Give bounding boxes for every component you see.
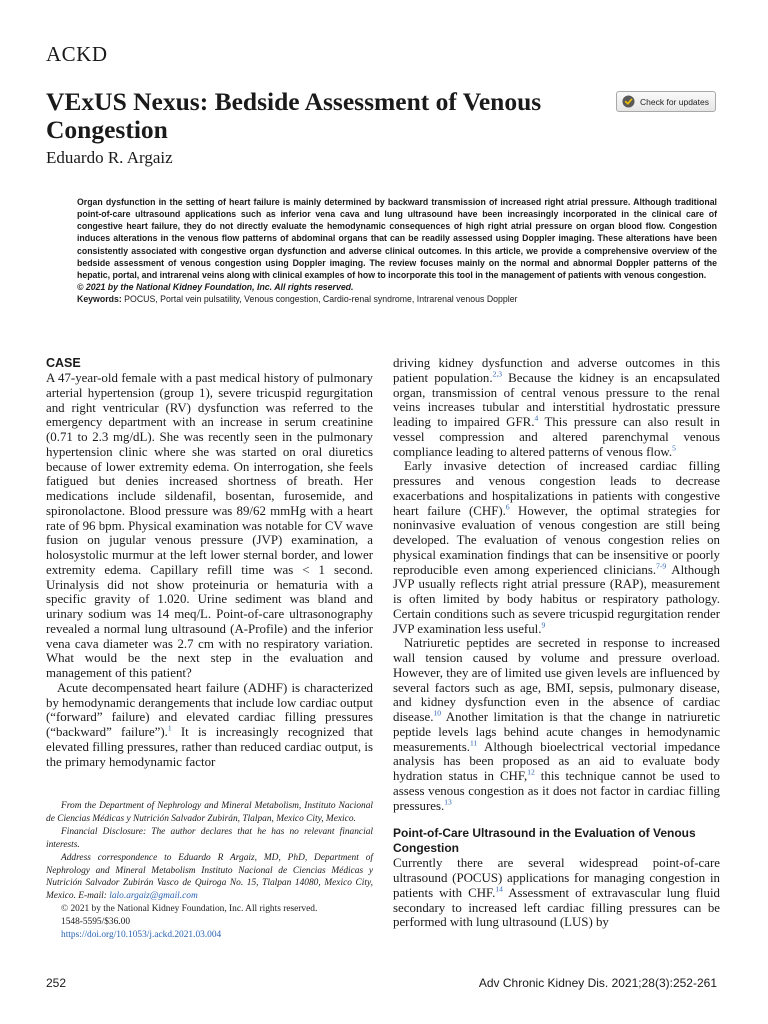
- section-heading-case: CASE: [46, 356, 81, 370]
- text-run: Currently there are several widespread point-of-care ultrasound (POCUS) applications for managing congestion in patients with CHF.: [393, 856, 720, 900]
- journal-name: ACKD: [46, 42, 108, 66]
- text-run: However, the optimal strategies for noninvasive evaluation of venous congestion are still being developed. The evaluation of venous congestion relies on physical examination findings that can be insensitive or poorly reproducible even among experienced clinicians.: [393, 503, 720, 577]
- text-run: It is increasingly recognized that elevated filling pressures, rather than reduced cardiac output, is the primary hemodynamic factor: [46, 725, 373, 769]
- text-run: Acute decompensated heart failure (ADHF) is characterized by hemodynamic derangements that include low cardiac output (“forward” failure) and elevated cardiac filling pressures (“backward” failure”).: [46, 680, 373, 739]
- abstract: [77, 196, 717, 305]
- right-column: [393, 356, 720, 930]
- reference-link[interactable]: 12: [527, 767, 535, 777]
- abstract-body: Organ dysfunction in the setting of heart failure is mainly determined by backward transmission of increased right atrial pressure. Although traditional point-of-care ultrasound applications such as inferior vena cava and lung ultrasound have been increasingly incorporated in the clinical care of congestive heart failure, they do not directly evaluate the hemodynamic consequences of high right atrial pressure on organ blood flow. Congestion induces alterations in the venous flow patterns of abdominal organs that can be readily assessed using Doppler imaging. These alterations have been consistently associated with congestive organ dysfunction and adverse clinical outcomes. In this article, we provide a comprehensive overview of the bedside assessment of venous congestion using Doppler imaging. The review focuses mainly on the normal and abnormal Doppler patterns of the hepatic, portal, and intrarenal veins along with clinical examples of how to incorporate this tool in the management of patients with venous congestion.: [77, 197, 717, 280]
- text-run: This pressure can also result in vessel compression and altered parenchymal venous compliance leading to altered patterns of venous flow.: [393, 415, 720, 459]
- text-run: Assessment of extravascular lung fluid secondary to increased left cardiac filling pressures can be performed with lung ultrasound (LUS) by: [393, 885, 720, 930]
- check-for-updates-label: Check for updates: [640, 96, 709, 107]
- reference-link[interactable]: 13: [444, 797, 452, 807]
- reference-link[interactable]: 5: [672, 443, 676, 453]
- keywords-list: POCUS, Portal vein pulsatility, Venous congestion, Cardio-renal syndrome, Intrarenal venous Doppler: [124, 294, 518, 305]
- body-paragraph-natriuretic: [393, 636, 720, 813]
- text-run: Because the kidney is an encapsulated organ, transmission of central venous pressure to the renal veins increases tubular and interstitial hydrostatic pressure leading to impaired GFR.: [393, 370, 720, 429]
- correspondence-text: Address correspondence to Eduardo R Argaiz, MD, PhD, Department of Nephrology and Mineral Metabolism Instituto Nacional de Ciencias Médicas y Nutrición Salvador Zubirán Vasco de Quiroga No. 15, Tlalpan 14080, Mexico City, Mexico. E-mail:: [46, 852, 373, 902]
- author-name: Eduardo R. Argaiz: [46, 148, 173, 167]
- footnotes: [46, 800, 373, 942]
- issn: 1548-5595/$36.00: [61, 917, 131, 928]
- body-paragraph-pocus: [393, 856, 720, 930]
- body-paragraph-detection: [393, 459, 720, 636]
- text-run: this technique cannot be used to assess venous congestion as it does not factor in cardiac filling pressures.: [393, 769, 720, 813]
- footnote-copyright: © 2021 by the National Kidney Foundation, Inc. All rights reserved.: [61, 904, 318, 915]
- keywords-line: [77, 293, 717, 305]
- reference-link[interactable]: 7-9: [656, 561, 667, 571]
- crossmark-icon: [622, 95, 635, 108]
- doi-link[interactable]: https://doi.org/10.1053/j.ackd.2021.03.004: [61, 930, 222, 941]
- correspondence-note: [46, 852, 373, 904]
- text-run: Early invasive detection of increased cardiac filling pressures and venous congestion leads to decrease exacerbations and hospitalizations in patients with congestive heart failure (CHF).: [393, 459, 720, 518]
- abstract-copyright: © 2021 by the National Kidney Foundation, Inc. All rights reserved.: [77, 282, 354, 293]
- left-column: [46, 356, 373, 769]
- case-paragraph: A 47-year-old female with a past medical history of pulmonary arterial hypertension (group 1), severe tricuspid regurgitation and right ventricular (RV) dysfunction was referred to the emergency department with an increase in serum creatinine (0.71 to 2.3 mg/dL). She was recently seen in the pulmonary hypertension clinic where she was started on oral diuretics because of lower extremity edema. On interrogation, she feels fatigued but denies increased shortness of breath. Her medications include sildenafil, bosentan, furosemide, and spironolactone. Blood pressure was 89/62 mmHg with a heart rate of 96 bpm. Physical examination was notable for CV wave fusion on jugular venous pressure (JVP) examination, a holosystolic murmur at the left lower sternal border, and lower extremity edema. Capillary refill time was < 1 second. Urinalysis did not show proteinuria or hematuria with a specific gravity of 1.020. Urine sediment was bland and urinary sodium was 14 meq/L. Point-of-care ultrasonography revealed a normal lung ultrasound (A-Profile) and the inferior vena cava diameter was 2.7 cm with no respiratory variation. What would be the next step in the evaluation and management of this patient?: [46, 371, 373, 680]
- keywords-label: Keywords:: [77, 294, 122, 305]
- journal-citation: Adv Chronic Kidney Dis. 2021;28(3):252-261: [478, 976, 717, 990]
- reference-link[interactable]: 1: [167, 723, 172, 733]
- text-run: Natriuretic peptides are secreted in response to increased wall tension caused by volume and pressure overload. However, they are of limited use given levels are influenced by several factors such as age, BMI, sepsis, pulmonary disease, and kidney dysfunction even in the absence of cardiac disease.: [393, 636, 720, 724]
- reference-link[interactable]: 9: [541, 620, 546, 630]
- page-number: 252: [46, 976, 67, 990]
- affiliation-note: From the Department of Nephrology and Mineral Metabolism, Instituto Nacional de Ciencias Médicas y Nutrición Salvador Zubirán, Tlalpan, Mexico City, Mexico.: [46, 801, 373, 824]
- text-run: driving kidney dysfunction and adverse outcomes in this patient population.: [393, 356, 720, 385]
- reference-link[interactable]: 4: [534, 413, 539, 423]
- text-run: Although JVP usually reflects right atrial pressure (RAP), measurement is often limited by body habitus or respiratory pathology. Certain conditions such as severe tricuspid regurgitation render JVP examination less useful.: [393, 562, 720, 636]
- reference-link[interactable]: 10: [433, 708, 441, 718]
- body-paragraph-adhf: [46, 681, 373, 770]
- reference-link[interactable]: 6: [505, 502, 510, 512]
- body-paragraph-kidney: [393, 356, 720, 459]
- text-run: Another limitation is that the change in natriuretic peptide levels lags behind acute changes in hemodynamic measurements.: [393, 710, 720, 754]
- reference-link[interactable]: 2,3: [492, 369, 502, 379]
- check-for-updates-button[interactable]: [616, 91, 716, 112]
- email-link[interactable]: lalo.argaiz@gmail.com: [109, 891, 198, 902]
- article-title: VExUS Nexus: Bedside Assessment of Venous Congestion: [46, 87, 542, 144]
- text-run: Although bioelectrical vectorial impedance analysis has been proposed as an aid to evaluate body hydration status in CHF,: [393, 739, 720, 783]
- reference-link[interactable]: 14: [495, 884, 503, 894]
- section-heading-pocus: Point-of-Care Ultrasound in the Evaluation of Venous Congestion: [393, 826, 696, 856]
- reference-link[interactable]: 11: [469, 738, 478, 748]
- disclosure-note: Financial Disclosure: The author declares that he has no relevant financial interests.: [46, 826, 373, 850]
